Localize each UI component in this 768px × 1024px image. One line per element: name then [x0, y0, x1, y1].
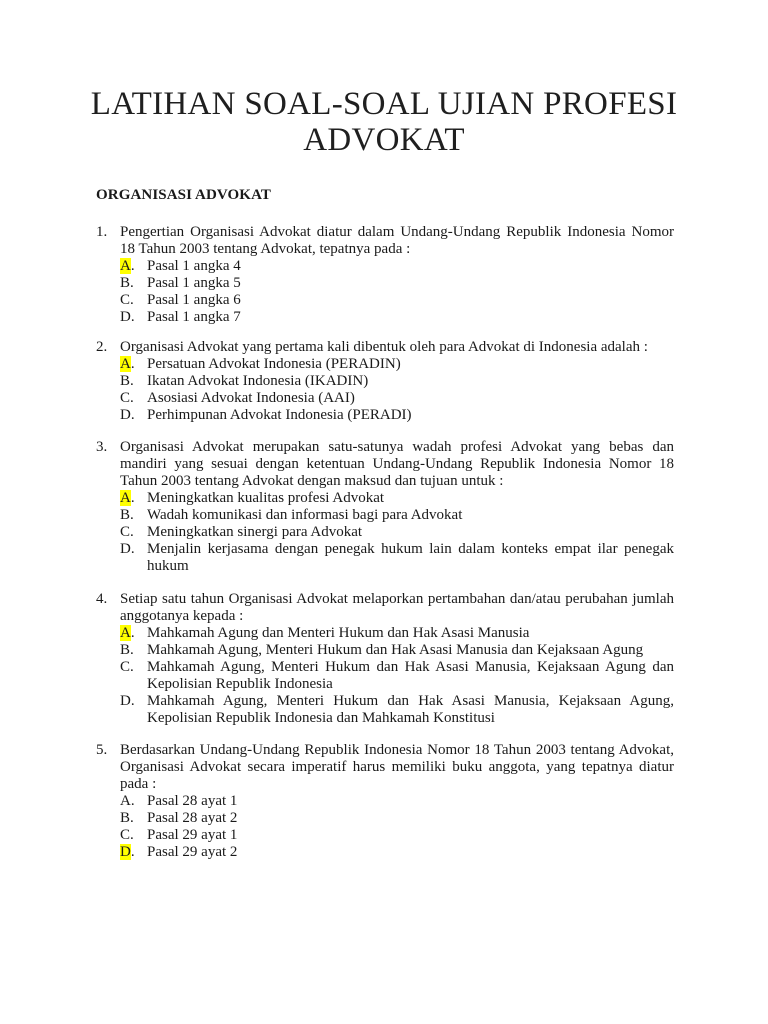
option-letter: B: [120, 373, 131, 389]
option-text: Asosiasi Advokat Indonesia (AAI): [147, 390, 355, 406]
option-a: A. Persatuan Advokat Indonesia (PERADIN): [120, 356, 674, 373]
question-5: [96, 742, 674, 861]
option-text: Pasal 28 ayat 2: [147, 810, 238, 826]
option-text: Pasal 1 angka 7: [147, 309, 241, 325]
question-number: 1.: [96, 224, 108, 240]
page-title: LATIHAN SOAL-SOAL UJIAN PROFESI ADVOKAT: [90, 86, 678, 158]
option-letter: B: [120, 810, 131, 826]
option-a: A. Pasal 28 ayat 1: [120, 793, 674, 810]
option-letter: B: [120, 507, 131, 523]
option-text: Meningkatkan sinergi para Advokat: [147, 524, 363, 540]
option-text: Mahkamah Agung, Menteri Hukum dan Hak Asasi Manusia, Kejaksaan Agung dan Kepolisian Republik Indonesia: [147, 659, 674, 692]
option-text: Mahkamah Agung, Menteri Hukum dan Hak Asasi Manusia dan Kejaksaan Agung: [147, 642, 644, 658]
option-text: Pasal 28 ayat 1: [147, 793, 238, 809]
option-text: Pasal 29 ayat 2: [147, 844, 238, 860]
option-c: C. Asosiasi Advokat Indonesia (AAI): [120, 390, 674, 407]
question-4: [96, 591, 674, 727]
question-1: [96, 224, 674, 326]
option-b: B. Mahkamah Agung, Menteri Hukum dan Hak Asasi Manusia dan Kejaksaan Agung: [120, 642, 674, 659]
option-b: B. Ikatan Advokat Indonesia (IKADIN): [120, 373, 674, 390]
question-2: [96, 339, 674, 424]
option-text: Ikatan Advokat Indonesia (IKADIN): [147, 373, 369, 389]
option-d: D. Mahkamah Agung, Menteri Hukum dan Hak Asasi Manusia, Kejaksaan Agung, Kepolisian Republik Indonesia dan Mahkamah Konstitusi: [120, 693, 674, 726]
section-heading: ORGANISASI ADVOKAT: [96, 187, 272, 203]
question-number: 5.: [96, 742, 108, 758]
question-3: [96, 439, 674, 575]
option-a: A. Meningkatkan kualitas profesi Advokat: [120, 490, 674, 507]
option-text: Menjalin kerjasama dengan penegak hukum lain dalam konteks empat ilar penegak hukum: [147, 541, 674, 574]
question-number: 2.: [96, 339, 108, 355]
option-text: Mahkamah Agung dan Menteri Hukum dan Hak Asasi Manusia: [147, 625, 530, 641]
option-text: Mahkamah Agung, Menteri Hukum dan Hak Asasi Manusia, Kejaksaan Agung, Kepolisian Republik Indonesia dan Mahkamah Konstitusi: [147, 693, 674, 726]
option-b: B. Wadah komunikasi dan informasi bagi para Advokat: [120, 507, 674, 524]
question-number: 4.: [96, 591, 108, 607]
option-d: D. Perhimpunan Advokat Indonesia (PERADI): [120, 407, 674, 424]
option-letter: D: [120, 309, 131, 325]
option-letter: D: [120, 407, 131, 423]
option-c: C. Pasal 1 angka 6: [120, 292, 674, 309]
correct-answer-letter: A: [120, 490, 131, 506]
option-letter: A: [120, 793, 131, 809]
option-letter: C: [120, 659, 131, 675]
option-letter: C: [120, 827, 131, 843]
option-d: D. Menjalin kerjasama dengan penegak hukum lain dalam konteks empat ilar penegak hukum: [120, 541, 674, 574]
correct-answer-letter: A: [120, 356, 131, 372]
option-text: Wadah komunikasi dan informasi bagi para Advokat: [147, 507, 463, 523]
question-text: Setiap satu tahun Organisasi Advokat melaporkan pertambahan dan/atau perubahan jumlah anggotanya kepada :: [120, 591, 674, 624]
option-c: C. Meningkatkan sinergi para Advokat: [120, 524, 674, 541]
question-number: 3.: [96, 439, 108, 455]
option-letter: D: [120, 693, 131, 709]
option-b: B. Pasal 1 angka 5: [120, 275, 674, 292]
option-text: Pasal 29 ayat 1: [147, 827, 238, 843]
option-text: Pasal 1 angka 4: [147, 258, 241, 274]
question-text: Berdasarkan Undang-Undang Republik Indonesia Nomor 18 Tahun 2003 tentang Advokat, Organisasi Advokat secara imperatif harus memiliki buku anggota, yang tepatnya diatur pada :: [120, 742, 674, 792]
option-d: D. Pasal 1 angka 7: [120, 309, 674, 326]
correct-answer-letter: D: [120, 844, 131, 860]
correct-answer-letter: A: [120, 258, 131, 274]
option-text: Pasal 1 angka 5: [147, 275, 241, 291]
option-a: A. Mahkamah Agung dan Menteri Hukum dan Hak Asasi Manusia: [120, 625, 674, 642]
option-text: Persatuan Advokat Indonesia (PERADIN): [147, 356, 401, 372]
option-letter: C: [120, 292, 131, 308]
question-text: Organisasi Advokat merupakan satu-satunya wadah profesi Advokat yang bebas dan mandiri yang sesuai dengan ketentuan Undang-Undang Republik Indonesia Nomor 18 Tahun 2003 tentang Advokat dengan maksud dan tujuan untuk :: [120, 439, 674, 489]
option-letter: D: [120, 541, 131, 557]
question-text: Pengertian Organisasi Advokat diatur dalam Undang-Undang Republik Indonesia Nomor 18 Tahun 2003 tentang Advokat, tepatnya pada :: [120, 224, 674, 257]
option-text: Perhimpunan Advokat Indonesia (PERADI): [147, 407, 412, 423]
correct-answer-letter: A: [120, 625, 131, 641]
option-letter: C: [120, 524, 131, 540]
option-letter: B: [120, 275, 131, 291]
option-a: A. Pasal 1 angka 4: [120, 258, 674, 275]
option-b: B. Pasal 28 ayat 2: [120, 810, 674, 827]
option-letter: C: [120, 390, 131, 406]
option-text: Pasal 1 angka 6: [147, 292, 241, 308]
question-text: Organisasi Advokat yang pertama kali dibentuk oleh para Advokat di Indonesia adalah :: [120, 339, 648, 355]
option-d: D. Pasal 29 ayat 2: [120, 844, 674, 861]
option-letter: B: [120, 642, 131, 658]
option-c: C. Pasal 29 ayat 1: [120, 827, 674, 844]
option-text: Meningkatkan kualitas profesi Advokat: [147, 490, 385, 506]
option-c: C. Mahkamah Agung, Menteri Hukum dan Hak Asasi Manusia, Kejaksaan Agung dan Kepolisian Republik Indonesia: [120, 659, 674, 692]
